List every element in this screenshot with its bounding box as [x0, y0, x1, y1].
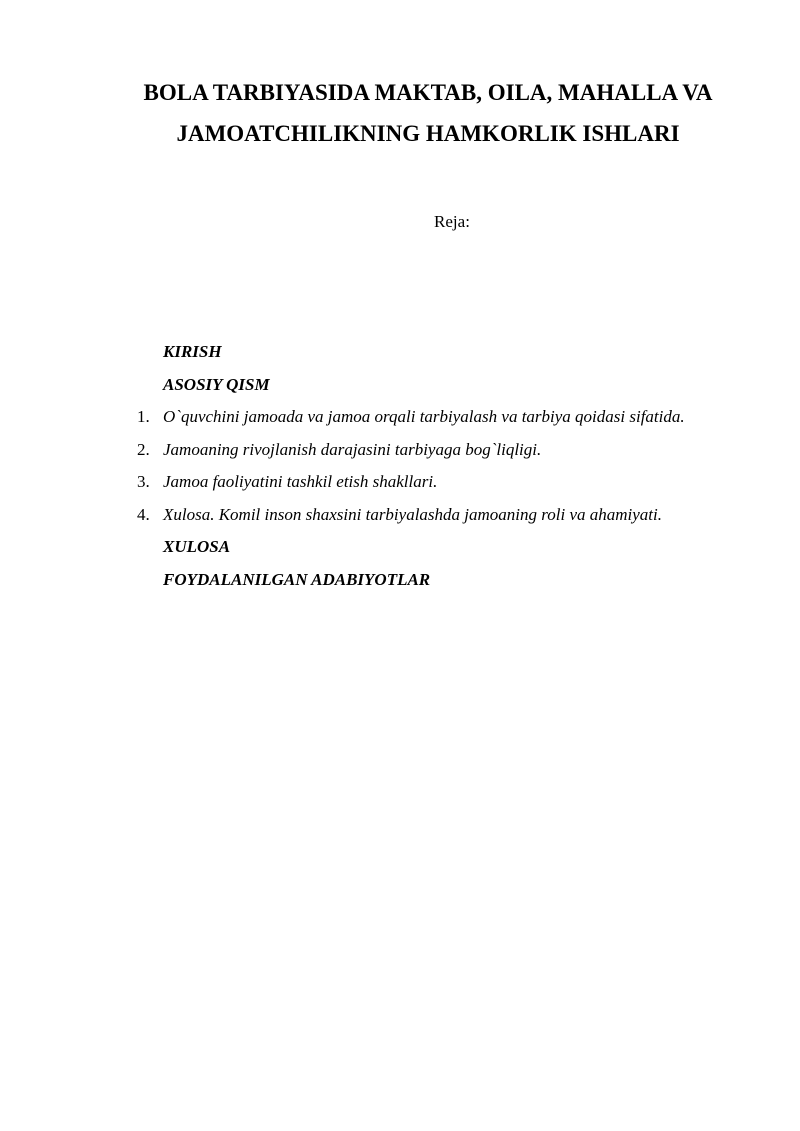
toc-heading-main-part-text: ASOSIY QISM — [163, 374, 270, 394]
toc-heading-conclusion — [110, 533, 770, 566]
toc-item-text: Jamoaning rivojlanish darajasini tarbiyaga bog`liqligi. — [163, 439, 542, 459]
toc-item-3 — [110, 468, 770, 501]
toc-item-number: 4. — [137, 504, 150, 524]
toc-item-number: 2. — [137, 439, 150, 459]
document-title — [100, 72, 756, 154]
toc-item-number: 3. — [137, 472, 150, 491]
document-title-line-1: BOLA TARBIYASIDA MAKTAB, OILA, MAHALLA VA — [143, 80, 713, 105]
toc-heading-intro — [110, 338, 770, 371]
toc-heading-references-text: FOYDALANILGAN ADABIYOTLAR — [163, 569, 431, 589]
toc-heading-references — [110, 566, 770, 599]
toc-heading-intro-text: KIRISH — [163, 342, 222, 361]
document-title-line-2: JAMOATCHILIKNING HAMKORLIK ISHLARI — [176, 121, 680, 146]
toc-item-text: Jamoa faoliyatini tashkil etish shakllari. — [163, 472, 438, 491]
toc-heading-conclusion-text: XULOSA — [163, 537, 231, 556]
toc-item-2 — [110, 436, 770, 469]
toc-item-4 — [110, 501, 770, 534]
plan-label: Reja: — [434, 212, 470, 231]
toc-heading-main-part — [110, 371, 770, 404]
table-of-contents — [110, 338, 770, 598]
toc-item-text: O`quvchini jamoada va jamoa orqali tarbiyalash va tarbiya qoidasi sifatida. — [163, 407, 685, 426]
toc-item-text: Xulosa. Komil inson shaxsini tarbiyalashda jamoaning roli va ahamiyati. — [163, 504, 662, 524]
toc-item-number: 1. — [137, 407, 150, 426]
toc-item-1 — [110, 403, 770, 436]
